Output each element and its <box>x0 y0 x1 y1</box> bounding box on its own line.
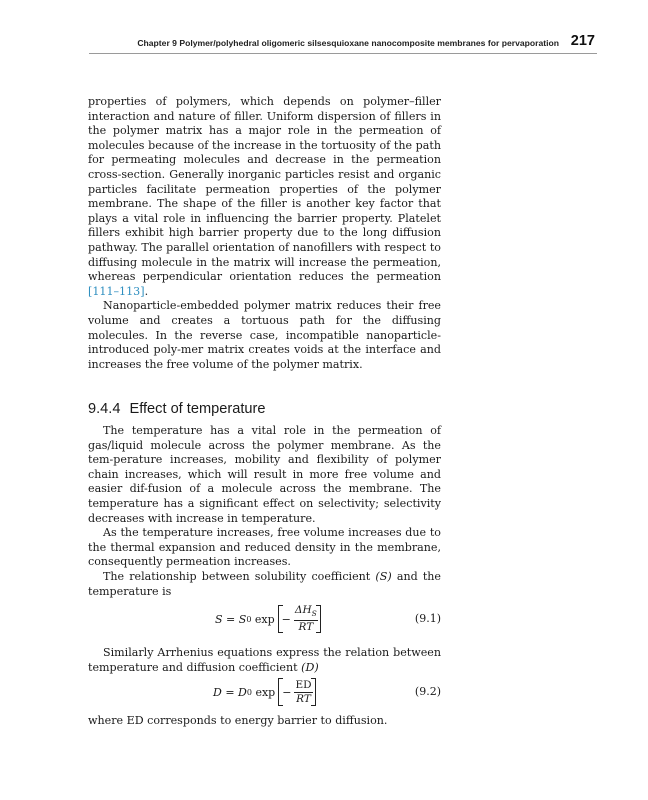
symbol-d: (D) <box>301 660 319 674</box>
paragraph-text: Similarly Arrhenius equations express the relation between temperature and diffusion coefficient <box>88 646 441 674</box>
eq-numerator: ED <box>295 678 312 691</box>
paragraph <box>88 570 441 599</box>
eq-coef-sub: 0 <box>246 687 252 697</box>
section-body-3 <box>88 714 441 729</box>
eq-numerator <box>294 604 318 621</box>
eq-lhs: D <box>213 685 222 699</box>
paragraph: As the temperature increases, free volume increases due to the thermal expansion and reduced density in the membrane, consequently permeation increases. <box>88 526 441 569</box>
equation-9-1 <box>88 602 441 636</box>
paragraph-text: The relationship between solubility coefficient <box>103 569 376 583</box>
chapter-title: Chapter 9 Polymer/polyhedral oligomeric silsesquioxane nanocomposite membranes for pervaporation <box>137 38 559 48</box>
eq-func: exp <box>251 612 275 626</box>
section-heading <box>88 401 441 417</box>
paragraph: The temperature has a vital role in the permeation of gas/liquid molecule across the polymer membrane. As the tem-perature increases, mobility and flexibility of polymer chain increases, which will result in more free volume and easier dif-fusion of a molecule across the membrane. The temperature has a significant effect on selectivity; selectivity decreases with increase in temperature. <box>88 424 441 525</box>
paragraph: Nanoparticle-embedded polymer matrix reduces their free volume and creates a tortuous path for the diffusing molecules. In the reverse case, incompatible nanoparticle-introduced poly-mer matrix creates voids at the interface and increases the free volume of the polymer matrix. <box>88 299 441 371</box>
paragraph: where ED corresponds to energy barrier to diffusion. <box>88 714 388 727</box>
paragraph-text: and the temperature is <box>88 569 441 598</box>
paragraph <box>88 95 441 299</box>
eq-func: exp <box>251 685 276 699</box>
eq-coef: D <box>238 685 247 699</box>
eq-bracket <box>278 678 315 706</box>
body-text-top <box>88 95 441 372</box>
equation-label: (9.2) <box>414 685 441 698</box>
eq-lhs: S <box>215 612 223 626</box>
equation-9-2 <box>88 675 441 709</box>
section-number: 9.4.4 <box>88 401 121 417</box>
eq-num-text: ΔH <box>294 603 312 616</box>
eq-coef: S <box>238 612 247 626</box>
eq-minus: − <box>281 612 291 626</box>
eq-minus: − <box>282 685 292 699</box>
eq-fraction <box>294 604 318 634</box>
paragraph <box>88 646 441 675</box>
equation-label: (9.1) <box>414 612 441 625</box>
paragraph-text: properties of polymers, which depends on polymer–filler interaction and nature of filler. Uniform dispersion of fillers in the polymer matrix has a major role in the permeation of molecules because of the increase in the tortuosity of the path for permeating molecules and decrease in the permeation cross-section. Generally inorganic particles resist and organic particles facilitate permeation properties of the polymer membrane. The shape of the filler is another key factor that plays a vital role in influencing the barrier property. Platelet fillers exhibit high barrier property due to the long diffusion pathway. The parallel orientation of nanofillers with respect to diffusing molecule in the matrix will increase the permeation, whereas perpendicular orientation reduces the permeation <box>88 95 441 284</box>
eq-equals: = <box>222 612 239 626</box>
eq-bracket <box>278 605 321 633</box>
running-header <box>89 33 597 54</box>
page-number: 217 <box>570 33 595 49</box>
citation-link[interactable]: [111–113] <box>88 284 145 298</box>
eq-denominator: RT <box>296 692 311 705</box>
section-body <box>88 424 441 599</box>
eq-equals: = <box>221 685 239 699</box>
eq-fraction <box>294 679 312 706</box>
section-title: Effect of temperature <box>129 401 266 417</box>
eq-num-sub: S <box>311 609 317 619</box>
eq-coef-sub: 0 <box>246 614 252 624</box>
section-body-2 <box>88 646 441 675</box>
symbol-s: (S) <box>375 569 392 583</box>
eq-denominator: RT <box>298 621 314 634</box>
paragraph-end: . <box>144 284 149 298</box>
